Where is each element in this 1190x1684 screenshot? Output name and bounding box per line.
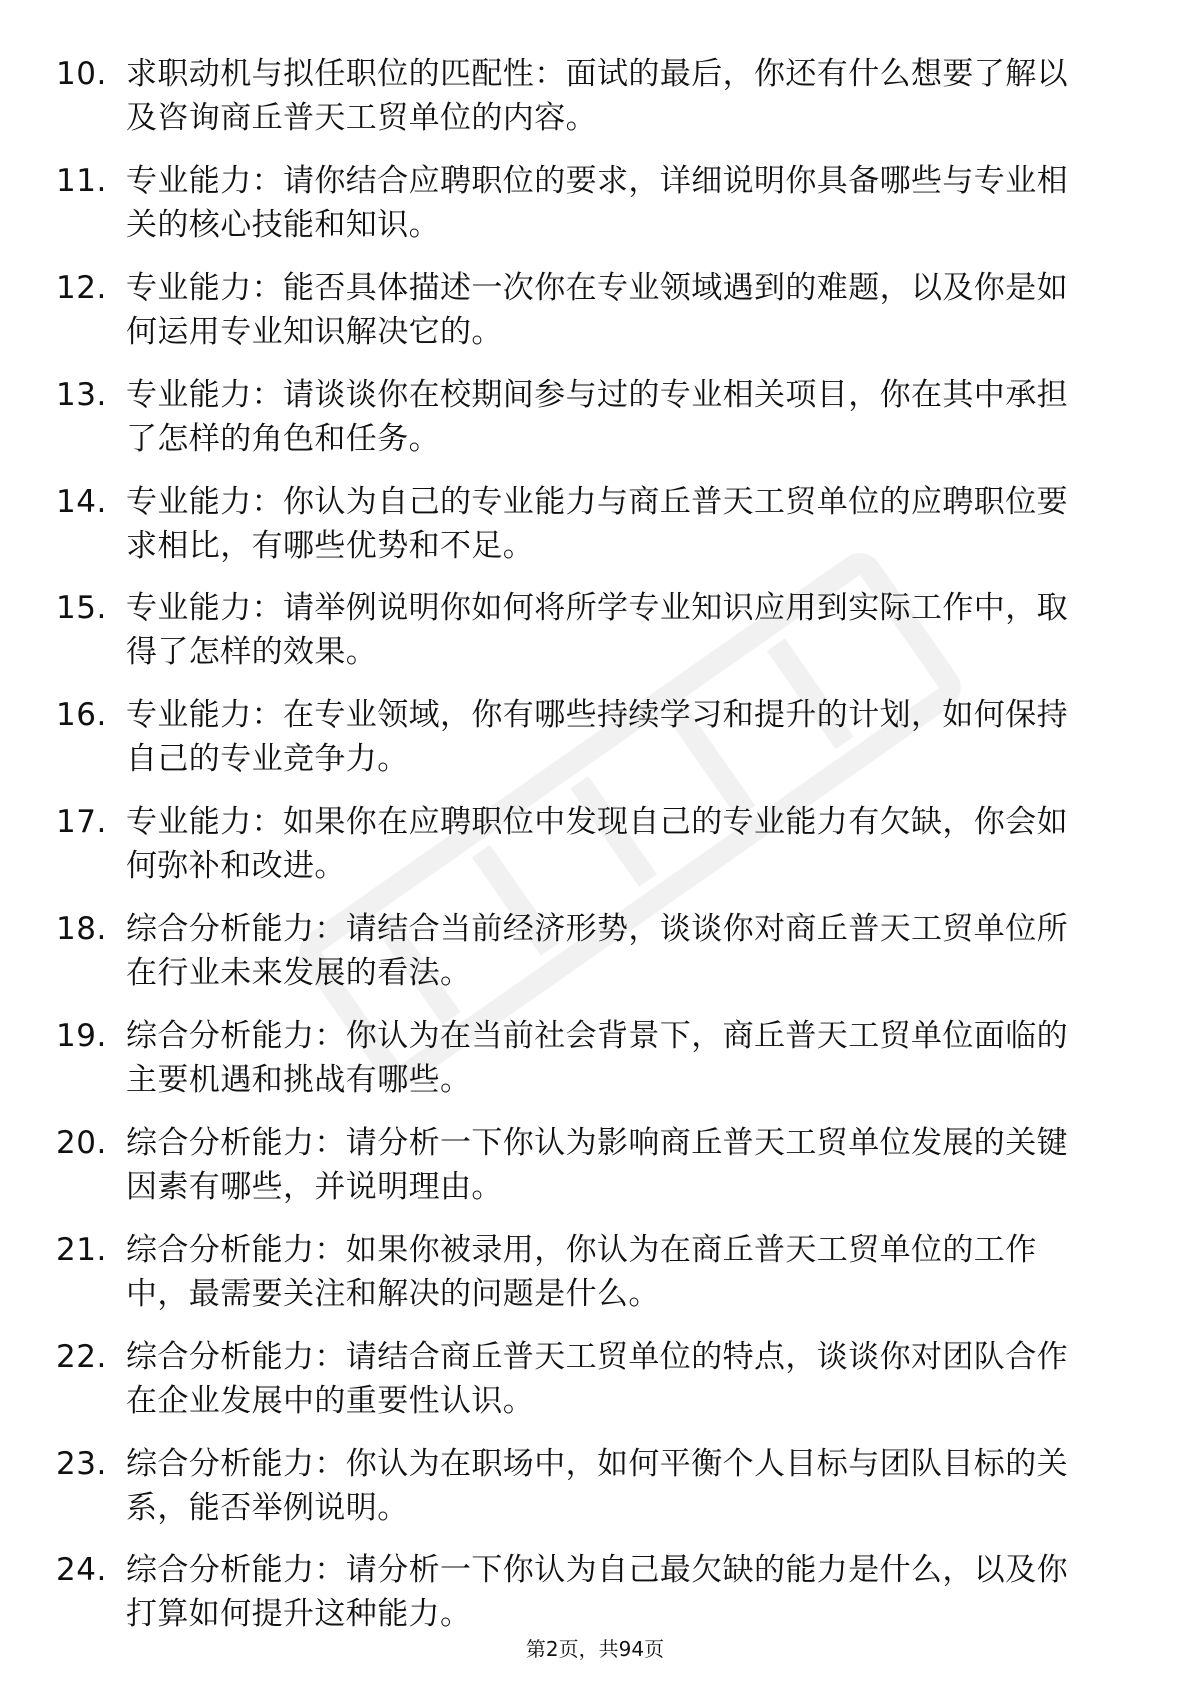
question-text: 专业能力：请举例说明你如何将所学专业知识应用到实际工作中，取得了怎样的效果。 [126, 590, 1068, 671]
question-number: 21. [56, 1231, 107, 1268]
list-item [56, 907, 1116, 1014]
list-item [56, 800, 1116, 907]
question-text: 专业能力：能否具体描述一次你在专业领域遇到的难题，以及你是如何运用专业知识解决它的。 [126, 269, 1068, 350]
question-text: 求职动机与拟任职位的匹配性：面试的最后，你还有什么想要了解以及咨询商丘普天工贸单位的内容。 [126, 56, 1068, 136]
question-number: 10. [56, 56, 107, 92]
question-number: 20. [56, 1124, 107, 1161]
list-item [56, 373, 1116, 480]
list-item [56, 1442, 1116, 1549]
question-number: 12. [56, 269, 107, 306]
list-item [56, 266, 1116, 373]
list-item [56, 1014, 1116, 1121]
question-text: 专业能力：请你结合应聘职位的要求，详细说明你具备哪些与专业相关的核心技能和知识。 [126, 162, 1068, 243]
question-number: 14. [56, 483, 107, 520]
list-item [56, 586, 1116, 693]
question-list [56, 52, 1116, 1655]
list-item [56, 1335, 1116, 1442]
question-text: 综合分析能力：请分析一下你认为影响商丘普天工贸单位发展的关键因素有哪些，并说明理由。 [126, 1124, 1068, 1205]
question-number: 24. [56, 1552, 107, 1589]
list-item [56, 480, 1116, 587]
question-number: 13. [56, 376, 107, 413]
list-item [56, 693, 1116, 800]
question-number: 16. [56, 697, 107, 734]
question-number: 23. [56, 1445, 107, 1482]
list-item [56, 1121, 1116, 1228]
question-text: 综合分析能力：请结合商丘普天工贸单位的特点，谈谈你对团队合作在企业发展中的重要性认识。 [126, 1338, 1068, 1419]
question-number: 19. [56, 1018, 107, 1055]
list-item [56, 1228, 1116, 1335]
question-text: 综合分析能力：你认为在当前社会背景下，商丘普天工贸单位面临的主要机遇和挑战有哪些。 [126, 1018, 1068, 1099]
question-text: 综合分析能力：请结合当前经济形势，谈谈你对商丘普天工贸单位所在行业未来发展的看法。 [126, 911, 1068, 992]
question-text: 专业能力：请谈谈你在校期间参与过的专业相关项目，你在其中承担了怎样的角色和任务。 [126, 376, 1068, 457]
page-footer: 第2页，共94页 [525, 1637, 665, 1661]
question-number: 17. [56, 804, 107, 841]
question-text: 专业能力：在专业领域，你有哪些持续学习和提升的计划，如何保持自己的专业竞争力。 [126, 697, 1068, 778]
question-number: 18. [56, 911, 107, 948]
question-text: 综合分析能力：如果你被录用，你认为在商丘普天工贸单位的工作中，最需要关注和解决的问题是什么。 [126, 1231, 1037, 1312]
list-item [56, 52, 1116, 159]
question-text: 专业能力：你认为自己的专业能力与商丘普天工贸单位的应聘职位要求相比，有哪些优势和不足。 [126, 483, 1068, 564]
question-text: 专业能力：如果你在应聘职位中发现自己的专业能力有欠缺，你会如何弥补和改进。 [126, 804, 1068, 885]
list-item [56, 159, 1116, 266]
question-number: 15. [56, 590, 107, 627]
question-text: 综合分析能力：请分析一下你认为自己最欠缺的能力是什么，以及你打算如何提升这种能力。 [126, 1552, 1068, 1633]
question-text: 综合分析能力：你认为在职场中，如何平衡个人目标与团队目标的关系，能否举例说明。 [126, 1445, 1068, 1526]
question-number: 22. [56, 1338, 107, 1375]
question-number: 11. [56, 162, 107, 199]
